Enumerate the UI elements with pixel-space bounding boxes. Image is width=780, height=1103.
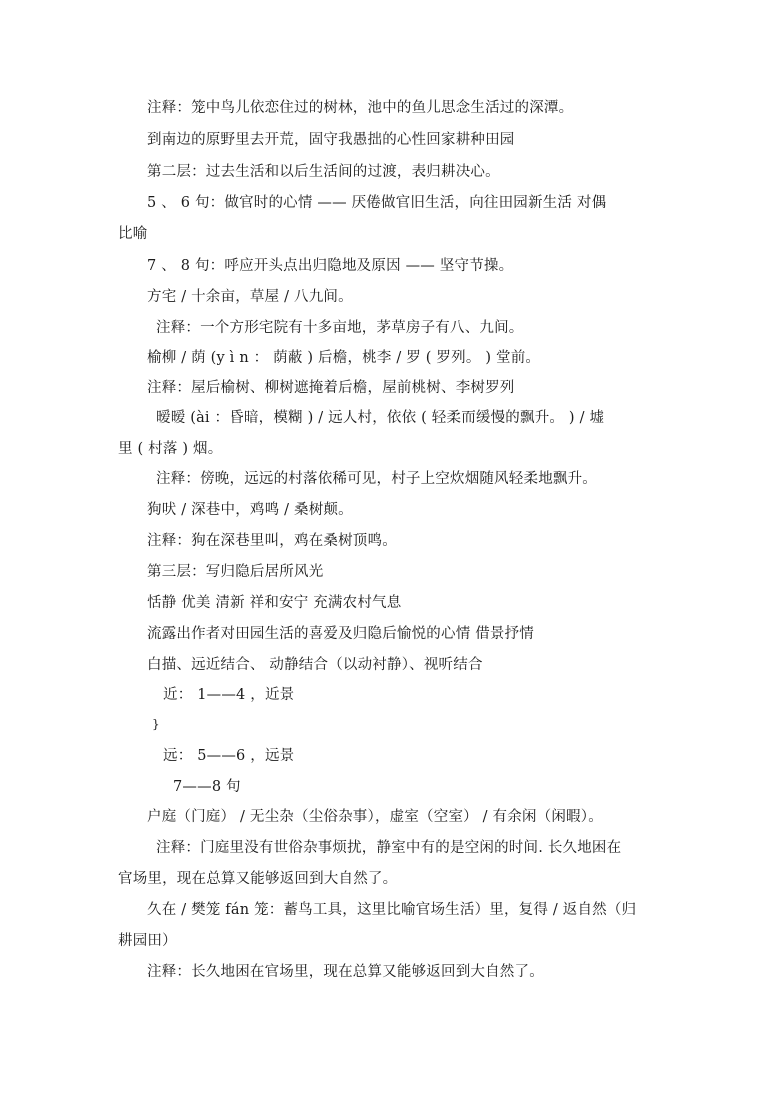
text-line: 里 ( 村落 ) 烟。 [118,441,223,457]
text-line: 恬静 优美 清新 祥和安宁 充满农村气息 [147,595,402,611]
text-line: 榆柳 / 荫 (y ì n ： 荫蔽 ) 后檐，桃李 / 罗 ( 罗列。 ) 堂前。 [147,350,541,366]
text-line: 耕园田） [118,933,177,949]
text-line: 7 、 8 句：呼应开头点出归隐地及原因 —— 坚守节操。 [147,258,514,274]
text-line: 流露出作者对田园生活的喜爱及归隐后愉悦的心情 借景抒情 [147,626,535,642]
text-line: 远： 5——6 ，远景 [163,748,295,764]
text-line: 注释：一个方形宅院有十多亩地，茅草房子有八、九间。 [156,320,524,336]
text-line: 久在 / 樊笼 fán 笼：蓄鸟工具，这里比喻官场生活）里，复得 / 返自然（归 [147,902,637,918]
text-line: 注释：长久地困在官场里，现在总算又能够返回到大自然了。 [147,964,544,980]
text-line: 注释：屋后榆树、柳树遮掩着后檐，屋前桃树、李树罗列 [147,380,515,396]
text-line: 第二层：过去生活和以后生活间的过渡，表归耕决心。 [147,164,500,180]
text-line: 暧暧 (ài ：昏暗，模糊 ) / 远人村，依依 ( 轻柔而缓慢的飘升。 ) / 墟 [156,410,605,426]
text-line: 户庭（门庭） / 无尘杂（尘俗杂事），虚室（空室） / 有余闲（闲暇）。 [147,809,603,825]
text-line: 第三层：写归隐后居所风光 [147,564,324,580]
text-line: 7——8 句 [173,779,241,795]
text-line: 注释：笼中鸟儿依恋住过的树林，池中的鱼儿思念生活过的深潭。 [147,100,574,116]
text-line: 注释：狗在深巷里叫，鸡在桑树顶鸣。 [147,533,397,549]
text-line: 白描、远近结合、 动静结合（以动衬静）、视听结合 [147,657,483,673]
text-line: 方宅 / 十余亩，草屋 / 八九间。 [147,289,353,305]
text-line: 注释：傍晚，远远的村落依稀可见，村子上空炊烟随风轻柔地飘升。 [156,471,597,487]
text-line: 比喻 [118,226,148,242]
text-line: 5 、 6 句：做官时的心情 —— 厌倦做官旧生活，向往田园新生活 对偶 [147,195,607,211]
text-line: 近： 1——4 ，近景 [163,687,295,703]
brace-mark: } [152,717,160,731]
text-line: 注释：门庭里没有世俗杂事烦扰，静室中有的是空闲的时间. 长久地困在 [156,840,622,856]
text-line: 狗吠 / 深巷中，鸡鸣 / 桑树颠。 [147,502,353,518]
text-line: 官场里，现在总算又能够返回到大自然了。 [118,871,398,887]
text-line: 到南边的原野里去开荒，固守我愚拙的心性回家耕种田园 [147,132,515,148]
